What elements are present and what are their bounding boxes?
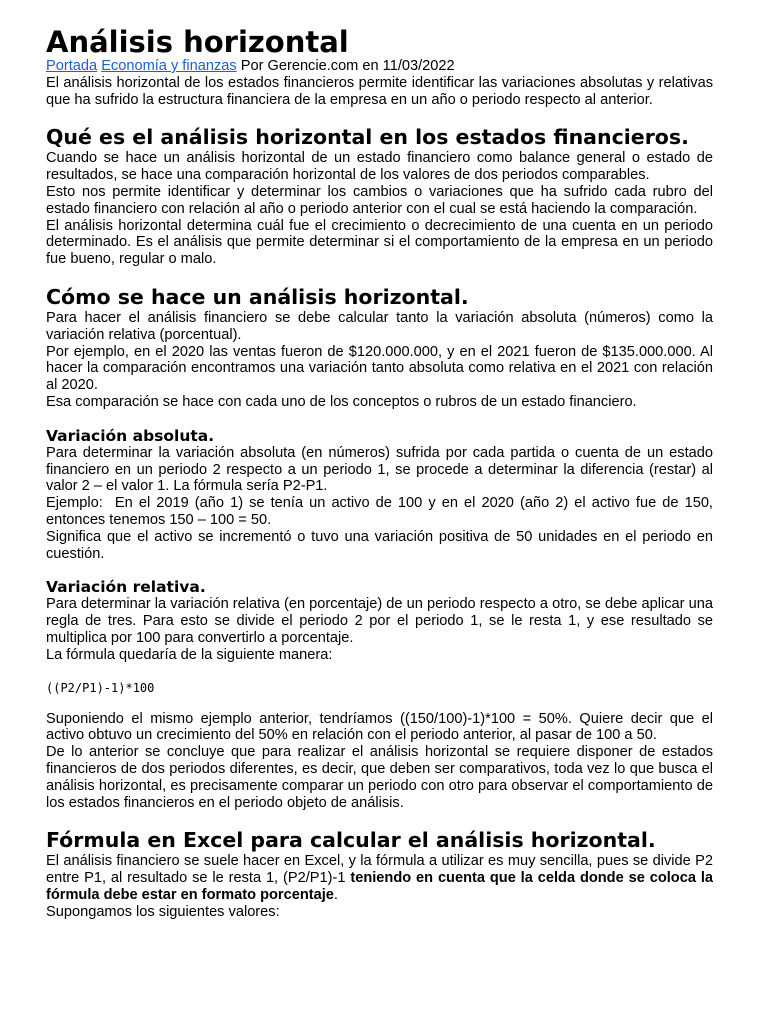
paragraph: Para hacer el análisis financiero se debe calcular tanto la variación absoluta (números) como la variación relativa (porcentual).	[46, 309, 713, 343]
subheading-variacion-relativa: Variación relativa.	[46, 578, 206, 597]
paragraph: Suponiendo el mismo ejemplo anterior, tendríamos ((150/100)-1)*100 = 50%. Quiere decir que el activo obtuvo un crecimiento del 50% en relación con el periodo anterior, al pasar de 100 a 50.	[46, 710, 713, 744]
paragraph-text: El análisis financiero se suele hacer en Excel, y la fórmula a utilizar es muy sencilla, pues se divide P2 entre P1, al resultado se le resta 1, (P2/P1)-1	[46, 853, 713, 887]
paragraph: Por ejemplo, en el 2020 las ventas fueron de $120.000.000, y en el 2021 fueron de $135.000.000. Al hacer la comparación encontramos una variación tanto absoluta como relativa en el 2021 con relación al 2020.	[46, 343, 713, 394]
bold-note: teniendo en cuenta que la celda donde se coloca la fórmula debe estar en formato porcentaje	[46, 870, 713, 903]
subheading-variacion-absoluta: Variación absoluta.	[46, 426, 215, 445]
author-date: Por Gerencie.com en 11/03/2022	[240, 58, 455, 74]
breadcrumb-link-economia[interactable]: Economía y finanzas	[101, 58, 237, 74]
paragraph: Cuando se hace un análisis horizontal de un estado financiero como balance general o estado de resultados, se hace una comparación horizontal de los valores de dos periodos comparables.	[46, 150, 713, 184]
paragraph: Supongamos los siguientes valores:	[46, 903, 280, 920]
byline	[46, 58, 713, 75]
breadcrumb-link-portada[interactable]: Portada	[46, 58, 98, 74]
page-title: Análisis horizontal	[46, 25, 349, 59]
paragraph: Para determinar la variación absoluta (en números) sufrida por cada partida o cuenta de un estado financiero en un periodo 2 respecto a un periodo 1, se procede a determinar la diferencia (restar) al valor 2 – el valor 1. La fórmula sería P2-P1.	[46, 444, 713, 495]
paragraph: La fórmula quedaría de la siguiente manera:	[46, 646, 333, 663]
paragraph: Esa comparación se hace con cada uno de los conceptos o rubros de un estado financiero.	[46, 393, 637, 410]
paragraph: Ejemplo: En el 2019 (año 1) se tenía un activo de 100 y en el 2020 (año 2) el activo fue de 150, entonces tenemos 150 – 100 = 50.	[46, 495, 718, 528]
paragraph-end: .	[333, 886, 338, 903]
section-heading-como-se-hace: Cómo se hace un análisis horizontal.	[46, 284, 469, 309]
paragraph: El análisis horizontal determina cuál fue el crecimiento o decrecimiento de una cuenta en un periodo determinado. Es el análisis que permite determinar si el comportamiento de la empresa en un periodo fue bueno, regular o malo.	[46, 217, 713, 268]
paragraph: Para determinar la variación relativa (en porcentaje) de un periodo respecto a otro, se debe aplicar una regla de tres. Para esto se divide el periodo 2 por el periodo 1, se le resta 1, y ese resultado se multiplica por 100 para convertirlo a porcentaje.	[46, 596, 713, 646]
section-heading-formula-excel: Fórmula en Excel para calcular el análisis horizontal.	[46, 828, 656, 853]
section-heading-que-es: Qué es el análisis horizontal en los estados financieros.	[46, 125, 689, 150]
paragraph	[46, 853, 713, 903]
paragraph: Esto nos permite identificar y determinar los cambios o variaciones que ha sufrido cada rubro del estado financiero con relación al año o periodo anterior con el cual se está haciendo la comparación.	[46, 183, 713, 217]
paragraph: De lo anterior se concluye que para realizar el análisis horizontal se requiere disponer de estados financieros de dos periodos diferentes, es decir, que deben ser comparativos, toda vez lo que busca el análisis horizontal, es precisamente comparar un periodo con otro para observar el comportamiento de los estados financieros en el periodo objeto de análisis.	[46, 744, 713, 811]
formula-code: ((P2/P1)-1)*100	[46, 680, 155, 695]
paragraph: Significa que el activo se incrementó o tuvo una variación positiva de 50 unidades en el periodo en cuestión.	[46, 528, 713, 562]
intro-paragraph: El análisis horizontal de los estados financieros permite identificar las variaciones absolutas y relativas que ha sufrido la estructura financiera de la empresa en un año o periodo respecto al anterior.	[46, 74, 713, 108]
